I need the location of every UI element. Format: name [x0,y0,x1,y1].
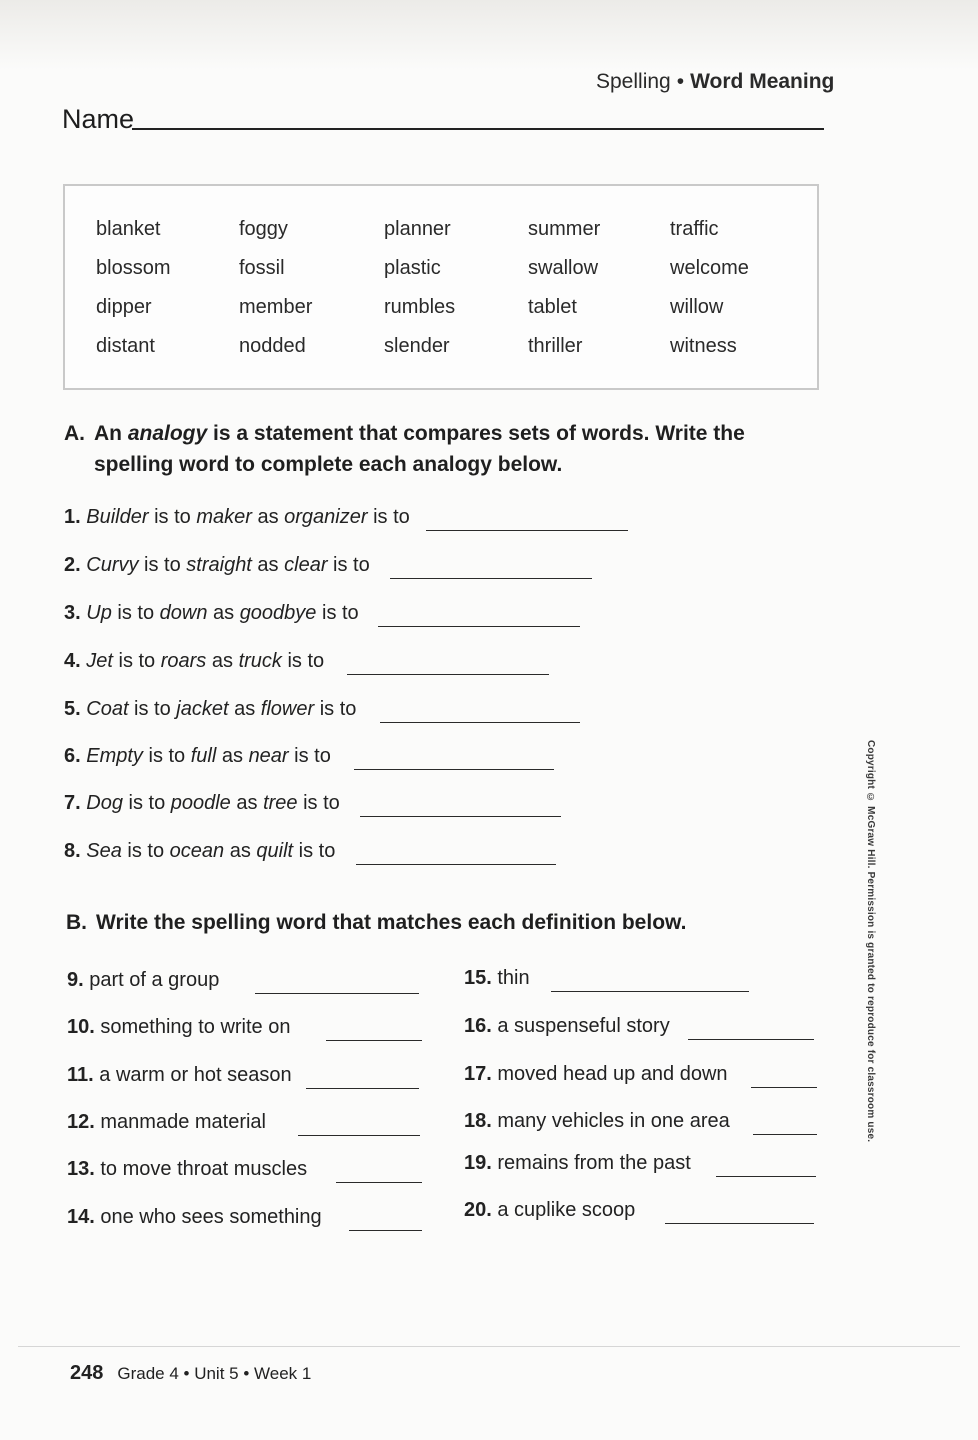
analogy-word: jacket [176,698,229,720]
analogy-text: is to [367,506,410,528]
analogy-text: is to [121,840,170,862]
footer-divider [18,1346,960,1347]
word-bank-word: fossil [239,257,285,279]
definition-text: thin [497,967,530,989]
analogy-word: down [159,602,208,624]
analogy-item [64,554,370,577]
analogy-word: clear [284,554,328,576]
analogy-text: is to [148,506,197,528]
item-number: 16. [464,1015,492,1037]
analogy-word: Jet [86,650,113,672]
word-bank-word: welcome [670,257,749,279]
definition-item [464,1015,670,1038]
item-number: 20. [464,1199,492,1221]
answer-blank[interactable] [347,674,549,675]
copyright-notice: Copyright © McGraw Hill. Permission is granted to reproduce for classroom use. [865,740,876,1143]
analogy-word: truck [238,650,282,672]
item-number: 18. [464,1110,492,1132]
page-footer [70,1362,311,1385]
word-bank-column-1 [96,218,170,374]
instr-line-2: spelling word to complete each analogy below. [94,453,563,476]
section-a-instructions [64,418,745,480]
answer-blank[interactable] [326,1040,422,1041]
definition-item [67,1064,292,1087]
item-number: 12. [67,1111,95,1133]
item-number: 6. [64,745,81,767]
word-bank-word: member [239,296,313,318]
word-bank-word: willow [670,296,724,318]
definition-text: part of a group [89,969,220,991]
answer-blank[interactable] [716,1176,816,1177]
answer-blank[interactable] [336,1182,422,1183]
analogy-word: flower [260,698,315,720]
definition-text: something to write on [100,1016,291,1038]
analogy-text: as [224,840,257,862]
analogy-text: is to [111,602,160,624]
analogy-word: Coat [86,698,129,720]
definition-item [464,1152,691,1175]
analogy-item [64,698,356,721]
section-b-label: B. [66,911,87,934]
item-number: 2. [64,554,81,576]
answer-blank[interactable] [298,1135,420,1136]
definition-text: a suspenseful story [497,1015,670,1037]
name-field-line[interactable] [132,128,824,130]
analogy-text: is to [327,554,370,576]
analogy-text: is to [138,554,187,576]
definition-item [464,1110,730,1133]
answer-blank[interactable] [390,578,592,579]
analogy-item [64,602,359,625]
item-number: 11. [67,1064,94,1086]
analogy-item [64,506,410,529]
word-bank [63,184,819,390]
item-number: 3. [64,602,81,624]
analogy-word: poodle [170,792,231,814]
analogy-text: is to [128,698,177,720]
word-bank-word: foggy [239,218,288,240]
analogy-item [64,650,324,673]
header-topic: Word Meaning [690,70,835,93]
analogy-text: is to [281,650,325,672]
answer-blank[interactable] [688,1039,814,1040]
word-bank-word: traffic [670,218,719,240]
analogy-word: quilt [256,840,294,862]
definition-text: to move throat muscles [100,1158,308,1180]
analogy-word: organizer [284,506,368,528]
analogy-text: as [216,745,249,767]
answer-blank[interactable] [354,769,554,770]
word-bank-word: nodded [239,335,306,357]
page-header [596,70,834,94]
answer-blank[interactable] [349,1230,422,1231]
item-number: 17. [464,1063,492,1085]
section-b-instructions [66,907,686,938]
header-separator: • [676,70,685,93]
word-bank-word: slender [384,335,450,357]
analogy-word: straight [186,554,252,576]
instr-emphasis: analogy [127,422,208,445]
answer-blank[interactable] [306,1088,419,1089]
definition-item [464,967,530,990]
analogy-word: ocean [169,840,225,862]
word-bank-word: thriller [528,335,583,357]
item-number: 1. [64,506,81,528]
item-number: 13. [67,1158,95,1180]
item-number: 8. [64,840,81,862]
word-bank-word: tablet [528,296,577,318]
analogy-word: near [248,745,289,767]
answer-blank[interactable] [378,626,580,627]
answer-blank[interactable] [551,991,749,992]
word-bank-word: plastic [384,257,441,279]
word-bank-word: planner [384,218,451,240]
answer-blank[interactable] [426,530,628,531]
analogy-word: Sea [86,840,122,862]
word-bank-word: dipper [96,296,152,318]
word-bank-column-5 [670,218,749,374]
analogy-word: Curvy [86,554,139,576]
definition-item [67,1111,266,1134]
word-bank-word: rumbles [384,296,456,318]
analogy-text: as [206,650,239,672]
item-number: 7. [64,792,81,814]
analogy-word: roars [160,650,207,672]
analogy-word: full [190,745,217,767]
definition-text: manmade material [100,1111,266,1133]
definition-item [67,1206,322,1229]
answer-blank[interactable] [356,864,556,865]
definition-item [464,1063,728,1086]
analogy-word: Empty [86,745,143,767]
footer-text: Grade 4 • Unit 5 • Week 1 [117,1364,312,1383]
analogy-word: Dog [86,792,123,814]
definition-item [67,969,219,992]
word-bank-word: swallow [528,257,599,279]
analogy-item [64,840,335,863]
word-bank-word: blanket [96,218,161,240]
analogy-text: as [251,554,285,576]
analogy-text: as [251,506,285,528]
analogy-text: as [207,602,240,624]
analogy-word: maker [196,506,252,528]
analogy-text: as [228,698,261,720]
answer-blank[interactable] [380,722,580,723]
definition-text: remains from the past [497,1152,691,1174]
word-bank-word: distant [96,335,155,357]
analogy-word: tree [263,792,298,814]
item-number: 5. [64,698,81,720]
section-b-text: Write the spelling word that matches each definition below. [96,911,687,934]
analogy-word: Up [86,602,112,624]
analogy-item [64,745,331,768]
definition-item [67,1016,290,1039]
word-bank-word: blossom [96,257,171,279]
analogy-text: is to [316,602,359,624]
name-label: Name [62,104,135,134]
definition-text: many vehicles in one area [497,1110,730,1132]
analogy-word: Builder [86,506,149,528]
item-number: 4. [64,650,81,672]
analogy-text: as [230,792,264,814]
word-bank-column-3 [384,218,455,374]
analogy-text: is to [142,745,191,767]
answer-blank[interactable] [665,1223,814,1224]
analogy-text: is to [297,792,340,814]
word-bank-column-4 [528,218,600,374]
analogy-text: is to [314,698,357,720]
definition-text: a warm or hot season [99,1064,292,1086]
definition-text: a cuplike scoop [497,1199,636,1221]
analogy-word: goodbye [239,602,317,624]
answer-blank[interactable] [753,1134,817,1135]
item-number: 9. [67,969,84,991]
instr-text: is a statement that compares sets of words. Write the [207,422,745,445]
item-number: 14. [67,1206,95,1228]
definition-text: one who sees something [100,1206,322,1228]
item-number: 19. [464,1152,492,1174]
word-bank-word: summer [528,218,601,240]
analogy-text: is to [293,840,336,862]
definition-item [67,1158,307,1181]
answer-blank[interactable] [255,993,419,994]
answer-blank[interactable] [360,816,561,817]
page-edge-shading [0,0,978,70]
answer-blank[interactable] [751,1087,817,1088]
analogy-text: is to [122,792,171,814]
item-number: 10. [67,1016,95,1038]
word-bank-word: witness [670,335,737,357]
item-number: 15. [464,967,492,989]
section-a-label: A. [64,422,85,445]
definition-item [464,1199,635,1222]
analogy-text: is to [112,650,161,672]
analogy-text: is to [288,745,331,767]
instr-text: An [94,422,128,445]
definition-text: moved head up and down [497,1063,728,1085]
page-number: 248 [70,1362,104,1384]
word-bank-column-2 [239,218,312,374]
analogy-item [64,792,340,815]
header-subject: Spelling [596,70,671,93]
